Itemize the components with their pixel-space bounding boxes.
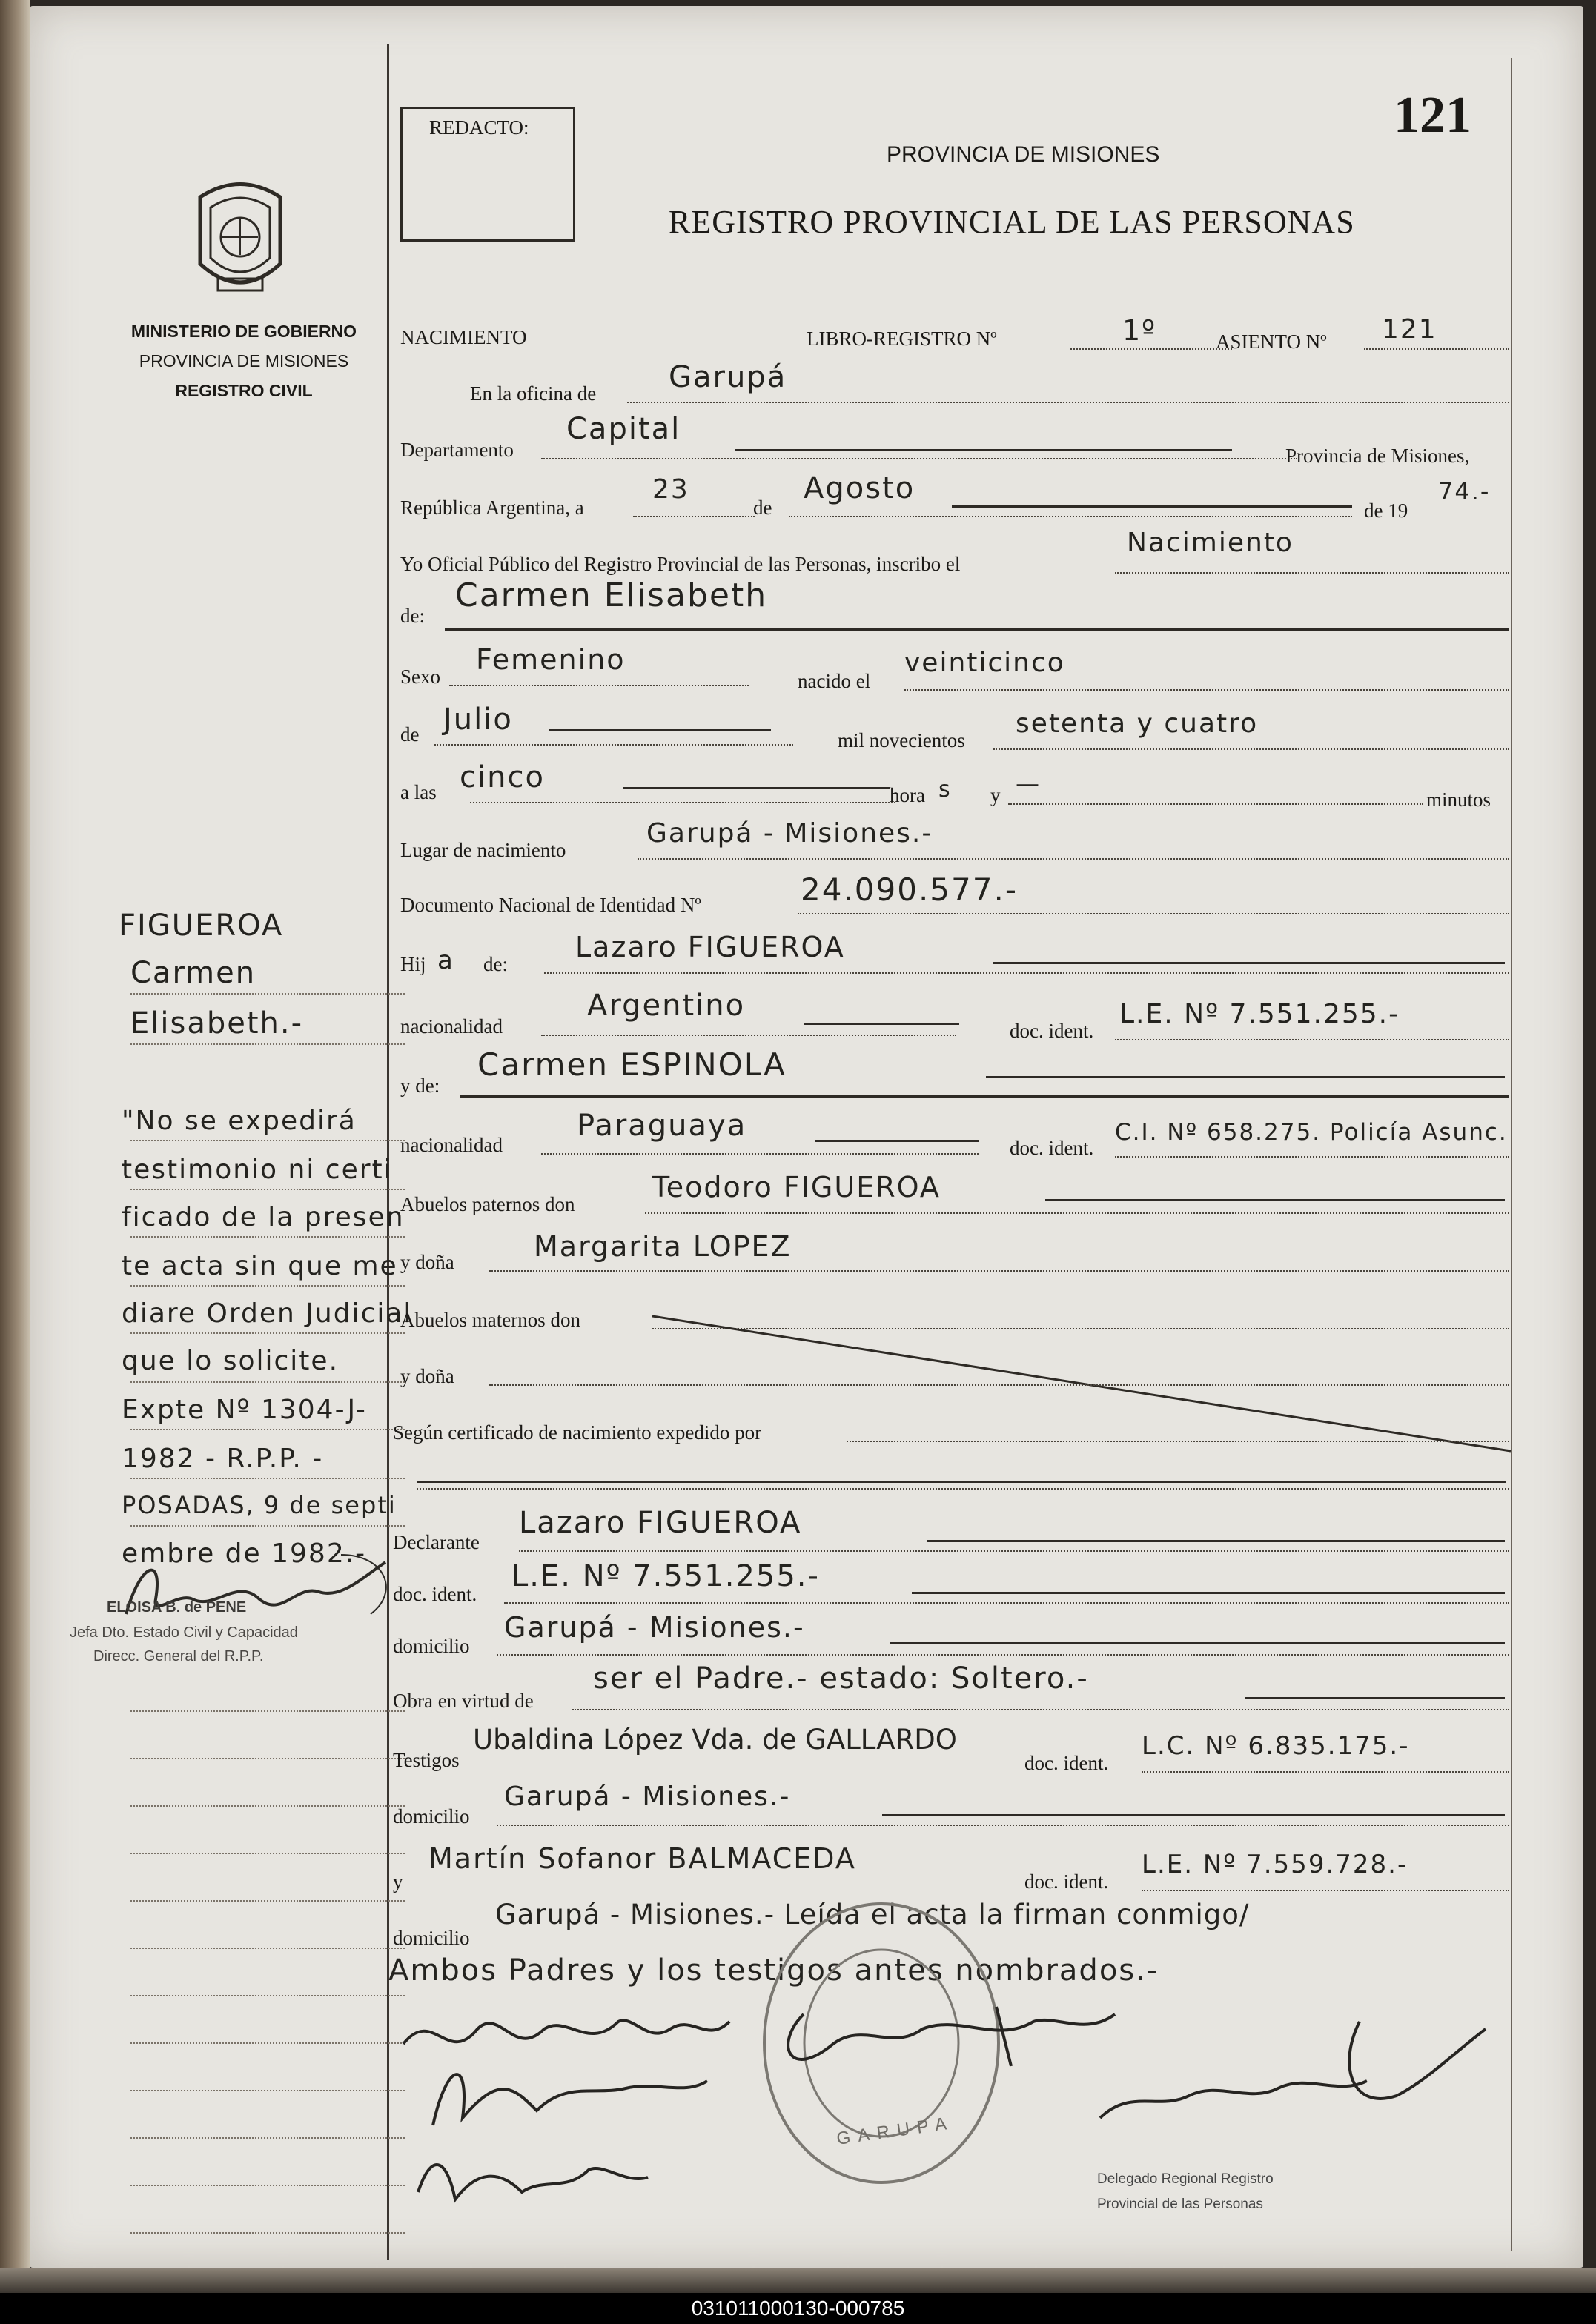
hora-label: hora <box>890 784 925 806</box>
ydona-label-2: y doña <box>400 1365 454 1387</box>
margin-note-line: POSADAS, 9 de septi <box>122 1491 397 1519</box>
segun-label: Según certificado de nacimiento expedido por <box>393 1421 762 1444</box>
hija-suffix: a <box>437 946 454 975</box>
seal-civil: REGISTRO CIVIL <box>175 381 313 400</box>
nac-madre-dash <box>815 1140 979 1142</box>
doc-padre-label: doc. ident. <box>1010 1020 1094 1042</box>
asiento-line <box>1364 348 1509 350</box>
de-label-2: de <box>400 723 420 746</box>
obra-line <box>572 1709 1509 1710</box>
mil-line <box>993 748 1509 750</box>
margin-rule <box>130 2232 405 2234</box>
mes-nac-line <box>434 744 793 746</box>
departamento-dash <box>735 449 1232 451</box>
mes-nac-dash <box>549 729 771 731</box>
abuela-mat-line <box>489 1384 1509 1386</box>
nacido-line <box>904 689 1509 691</box>
inscribo-value: Nacimiento <box>1127 528 1294 558</box>
dia-line <box>633 516 755 517</box>
margin-given-name-1: Carmen <box>130 956 256 990</box>
margin-rule <box>130 1853 405 1854</box>
declarante-value: Lazaro FIGUEROA <box>519 1506 802 1540</box>
margin-rule <box>130 1043 405 1045</box>
margin-rule <box>130 993 405 995</box>
testigos-label: Testigos <box>393 1749 460 1771</box>
provincia-label: Provincia de Misiones, <box>1285 445 1470 467</box>
y-label-1: y <box>990 784 1001 806</box>
nombre-value: Carmen Elisabeth <box>455 577 768 614</box>
abuelo-pat-value: Teodoro FIGUEROA <box>652 1171 941 1204</box>
dom-dec-label: domicilio <box>393 1635 470 1657</box>
hora-dash <box>623 787 890 789</box>
segun-line-2 <box>417 1488 1509 1490</box>
padre-line <box>544 972 1509 974</box>
asiento-value: 121 <box>1382 314 1437 345</box>
abuelo-pat-line <box>645 1212 1509 1214</box>
margin-rule <box>130 1478 405 1479</box>
margin-rule <box>130 2090 405 2091</box>
margin-stamp-title: Jefa Dto. Estado Civil y Capacidad <box>70 1624 298 1641</box>
doc-dec-dash <box>912 1592 1505 1594</box>
margin-note-line: testimonio ni certi <box>122 1155 393 1185</box>
official-stamp-line1: Delegado Regional Registro <box>1097 2171 1274 2187</box>
inscribo-line <box>1115 572 1509 574</box>
dom-dec-value: Garupá - Misiones.- <box>504 1611 805 1644</box>
mes-dash <box>952 505 1352 508</box>
doc-t2-label: doc. ident. <box>1024 1870 1109 1893</box>
de-label-1: de <box>753 497 772 519</box>
closing-value: Ambos Padres y los testigos antes nombrados.- <box>388 1953 1159 1988</box>
margin-rule <box>130 1429 405 1430</box>
coat-of-arms-icon <box>185 175 295 301</box>
madre-value: Carmen ESPINOLA <box>477 1046 787 1083</box>
margin-note-line: que lo solicite. <box>122 1346 340 1376</box>
obra-value: ser el Padre.- estado: Soltero.- <box>593 1661 1089 1696</box>
page-number: 121 <box>1394 87 1471 144</box>
binding-edge <box>0 0 30 2268</box>
madre-line <box>460 1095 1509 1098</box>
mil-label: mil novecientos <box>838 729 965 751</box>
departamento-value: Capital <box>566 412 681 446</box>
sexo-value: Femenino <box>476 643 626 676</box>
dom-t1-label: domicilio <box>393 1805 470 1827</box>
de-label-3: de: <box>483 953 508 975</box>
doc-dec-value: L.E. Nº 7.551.255.- <box>511 1559 820 1593</box>
margin-rule <box>130 2042 405 2044</box>
margin-note-line: te acta sin que me <box>122 1251 398 1281</box>
asiento-label: ASIENTO Nº <box>1216 331 1327 353</box>
anio-value: 74.- <box>1438 477 1491 505</box>
margin-rule <box>130 1381 405 1383</box>
margin-rule <box>130 2137 405 2139</box>
margin-note-line: Expte Nº 1304-J- <box>122 1395 367 1425</box>
y-label-2: y <box>393 1870 403 1893</box>
nac-madre-value: Paraguaya <box>577 1109 747 1143</box>
abuelos-mat-cancel-line <box>652 1313 1512 1454</box>
mes-line <box>789 516 1352 517</box>
margin-rule <box>130 1948 405 1949</box>
redacto-box <box>400 107 575 242</box>
libro-label: LIBRO-REGISTRO Nº <box>807 328 997 350</box>
doc-padre-value: L.E. Nº 7.551.255.- <box>1119 999 1400 1029</box>
testigo2-value: Martín Sofanor BALMACEDA <box>428 1842 856 1875</box>
dom-t2-label: domicilio <box>393 1927 470 1949</box>
hija-label: Hij <box>400 953 426 975</box>
obra-label: Obra en virtud de <box>393 1690 534 1712</box>
oficial-label: Yo Oficial Público del Registro Provincial de las Personas, inscribo el <box>400 553 961 575</box>
abuela-pat-value: Margarita LOPEZ <box>534 1230 792 1263</box>
republica-label: República Argentina, a <box>400 497 584 519</box>
margin-note-line: "No se expedirá <box>122 1106 357 1136</box>
nombre-line <box>445 628 1509 631</box>
dni-line <box>798 913 1509 914</box>
doc-t2-value: L.E. Nº 7.559.728.- <box>1142 1850 1408 1879</box>
hora-suffix: s <box>938 777 952 803</box>
margin-rule <box>130 1189 405 1190</box>
ydona-label-1: y doña <box>400 1251 454 1273</box>
dni-label: Documento Nacional de Identidad Nº <box>400 894 701 916</box>
doc-madre-value: C.I. Nº 658.275. Policía Asunc. <box>1115 1119 1508 1146</box>
dom-t1-value: Garupá - Misiones.- <box>504 1782 791 1812</box>
margin-rule <box>130 2185 405 2186</box>
doc-t1-value: L.C. Nº 6.835.175.- <box>1142 1731 1410 1761</box>
abuelo-pat-dash <box>1045 1199 1505 1201</box>
libro-line <box>1070 348 1232 350</box>
document-page <box>30 6 1583 2268</box>
abuelos-mat-label: Abuelos maternos don <box>400 1309 580 1331</box>
margin-note-line: ficado de la presen <box>122 1202 405 1232</box>
padre-dash <box>993 962 1505 964</box>
mes-value: Agosto <box>804 471 915 505</box>
nacido-value: veinticinco <box>904 648 1065 678</box>
official-stamp-line2: Provincial de las Personas <box>1097 2197 1263 2212</box>
nac-madre-line <box>541 1153 979 1155</box>
seal-province: PROVINCIA DE MISIONES <box>139 351 349 371</box>
obra-dash <box>1245 1697 1505 1699</box>
dia-value: 23 <box>652 474 689 505</box>
dom-t1-dash <box>882 1814 1505 1816</box>
testigo1-value: Ubaldina López Vda. de GALLARDO <box>473 1724 957 1756</box>
doc-t2-line <box>1142 1890 1509 1891</box>
nac-padre-dash <box>804 1023 959 1025</box>
redacto-label: REDACTO: <box>429 116 529 139</box>
margin-signature-icon <box>119 1547 408 1629</box>
margin-stamp-dept: Direcc. General del R.P.P. <box>93 1648 264 1664</box>
declarante-dash <box>927 1540 1505 1542</box>
minutos-value: — <box>1016 769 1041 797</box>
de-label: de: <box>400 605 425 627</box>
type-label: NACIMIENTO <box>400 326 527 348</box>
margin-rule <box>130 1332 405 1334</box>
margin-rule <box>130 1236 405 1238</box>
minutos-line <box>1008 803 1423 805</box>
dom-t2-value: Garupá - Misiones.- Leída el acta la firman conmigo/ <box>495 1899 1250 1930</box>
mes-nac-value: Julio <box>443 703 513 737</box>
doc-t1-line <box>1142 1771 1509 1773</box>
margin-surname: FIGUEROA <box>119 909 284 943</box>
margin-stamp-name: ELOISA B. de PENE <box>107 1599 247 1616</box>
nacido-label: nacido el <box>798 670 871 692</box>
nac-padre-line <box>541 1035 956 1036</box>
segun-cancel-line <box>417 1481 1506 1483</box>
margin-rule <box>130 1140 405 1141</box>
header-province: PROVINCIA DE MISIONES <box>887 142 1160 167</box>
seal-ministry: MINISTERIO DE GOBIERNO <box>130 322 357 341</box>
margin-given-name-2: Elisabeth.- <box>130 1006 304 1040</box>
nac-padre-label: nacionalidad <box>400 1015 503 1038</box>
abuelos-pat-label: Abuelos paternos don <box>400 1193 575 1215</box>
lugar-label: Lugar de nacimiento <box>400 839 566 861</box>
declarante-label: Declarante <box>393 1531 480 1553</box>
oficina-value: Garupá <box>669 360 787 394</box>
round-stamp-label: GARUPA <box>835 2113 956 2149</box>
padre-value: Lazaro FIGUEROA <box>575 931 845 963</box>
dni-value: 24.090.577.- <box>801 872 1018 908</box>
hora-value: cinco <box>460 760 545 794</box>
anio-label: de 19 <box>1364 499 1408 522</box>
margin-rule <box>130 1525 405 1527</box>
margin-rule <box>130 1710 405 1712</box>
madre-dash <box>986 1076 1505 1078</box>
page-bottom-edge <box>0 2268 1596 2293</box>
header-registry: REGISTRO PROVINCIAL DE LAS PERSONAS <box>669 204 1355 240</box>
doc-dec-label: doc. ident. <box>393 1583 477 1605</box>
abuela-pat-line <box>489 1270 1509 1272</box>
hora-line <box>470 802 895 803</box>
parent-signatures-icon <box>388 1999 1508 2222</box>
departamento-line <box>541 458 1297 459</box>
alas-label: a las <box>400 781 437 803</box>
oficina-label: En la oficina de <box>470 382 597 405</box>
declarante-line <box>519 1550 1509 1552</box>
nac-padre-value: Argentino <box>587 989 746 1023</box>
margin-rule <box>130 1805 405 1807</box>
margin-rule <box>130 1285 405 1286</box>
lugar-line <box>638 858 1509 860</box>
column-divider <box>387 44 389 2260</box>
dom-dec-line <box>497 1654 1509 1656</box>
doc-padre-line <box>1115 1039 1509 1040</box>
segun-line <box>847 1441 1509 1442</box>
mil-value: setenta y cuatro <box>1016 708 1259 739</box>
doc-madre-line <box>1115 1156 1509 1158</box>
sexo-label: Sexo <box>400 665 440 688</box>
doc-madre-label: doc. ident. <box>1010 1137 1094 1159</box>
lugar-value: Garupá - Misiones.- <box>646 818 933 849</box>
dom-dec-dash <box>890 1642 1505 1644</box>
doc-t1-label: doc. ident. <box>1024 1752 1109 1774</box>
margin-note-line: embre de 1982.- <box>122 1538 367 1569</box>
yde-label: y de: <box>400 1075 440 1097</box>
libro-value: 1º <box>1122 314 1157 347</box>
nac-madre-label: nacionalidad <box>400 1134 503 1156</box>
departamento-label: Departamento <box>400 439 514 461</box>
margin-note-line: diare Orden Judicial <box>122 1298 413 1329</box>
margin-note-line: 1982 - R.P.P. - <box>122 1444 324 1474</box>
doc-dec-line <box>504 1602 1509 1604</box>
sexo-line <box>449 685 749 686</box>
oficina-line <box>627 402 1509 403</box>
margin-rule <box>130 1995 405 1996</box>
margin-rule <box>130 1758 405 1759</box>
margin-rule <box>130 1900 405 1902</box>
minutos-label: minutos <box>1426 788 1491 811</box>
file-id-bar: 031011000130-000785 <box>0 2293 1596 2324</box>
right-margin-line <box>1511 58 1512 2251</box>
dom-t1-line <box>497 1825 1509 1826</box>
